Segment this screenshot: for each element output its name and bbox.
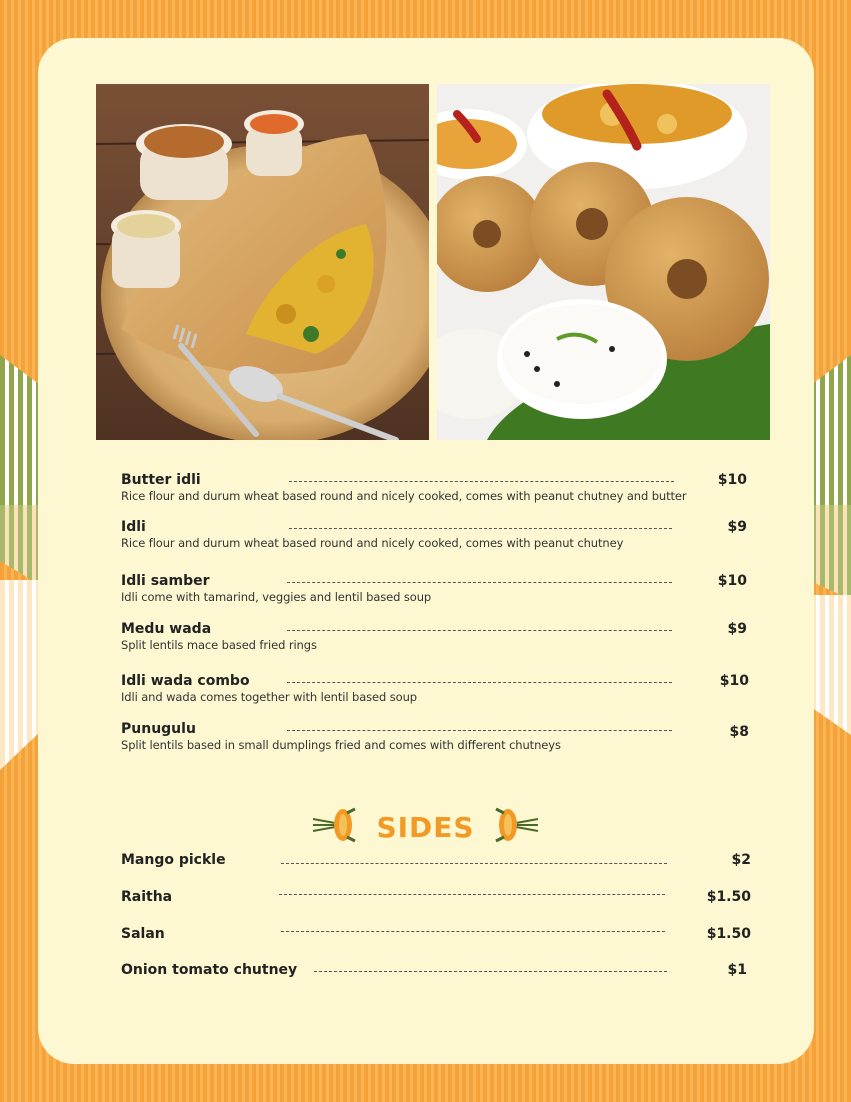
side-item-name: Onion tomato chutney xyxy=(121,962,298,978)
menu-item-description: Rice flour and durum wheat based round and nicely cooked, comes with peanut chutney and butter xyxy=(121,489,687,503)
dot-leader xyxy=(287,730,672,731)
side-item-price: $1 xyxy=(727,962,747,978)
right-stripe-band xyxy=(811,505,851,600)
side-item-name: Raitha xyxy=(121,889,173,905)
menu-item-price: $9 xyxy=(727,519,747,535)
sides-heading xyxy=(0,805,851,849)
side-item-price: $1.50 xyxy=(706,889,751,905)
dot-leader xyxy=(314,971,667,972)
menu-item-price: $10 xyxy=(717,573,747,589)
dot-leader xyxy=(289,481,674,482)
side-item-price: $1.50 xyxy=(706,926,751,942)
menu-item-name: Punugulu xyxy=(121,721,196,737)
dot-leader xyxy=(281,931,665,932)
dot-leader xyxy=(287,682,672,683)
left-stripe-band xyxy=(0,355,40,505)
dot-leader xyxy=(279,894,665,895)
sides-title: SIDES xyxy=(376,810,475,844)
dot-leader xyxy=(287,630,672,631)
side-item-name: Salan xyxy=(121,926,165,942)
dosa-photo xyxy=(96,84,429,440)
side-item-name: Mango pickle xyxy=(121,852,226,868)
left-stripe-band xyxy=(0,505,40,585)
idli-wada-photo xyxy=(437,84,770,440)
menu-item-name: Butter idli xyxy=(121,472,201,488)
menu-item-name: Idli samber xyxy=(121,573,210,589)
menu-item-name: Idli wada combo xyxy=(121,673,250,689)
dot-leader xyxy=(281,863,667,864)
menu-item-description: Split lentils mace based fried rings xyxy=(121,638,317,652)
side-item-price: $2 xyxy=(731,852,751,868)
menu-item-price: $9 xyxy=(727,621,747,637)
menu-item-name: Medu wada xyxy=(121,621,212,637)
menu-item-price: $10 xyxy=(719,673,749,689)
left-stripe-band xyxy=(0,580,40,770)
menu-item-description: Rice flour and durum wheat based round and nicely cooked, comes with peanut chutney xyxy=(121,536,624,550)
menu-item-price: $10 xyxy=(717,472,747,488)
dot-leader xyxy=(289,528,672,529)
right-stripe-band xyxy=(811,595,851,735)
menu-item-description: Idli come with tamarind, veggies and lentil based soup xyxy=(121,590,432,604)
right-stripe-band xyxy=(811,355,851,505)
dot-leader xyxy=(287,582,672,583)
menu-item-name: Idli xyxy=(121,519,146,535)
menu-item-description: Split lentils based in small dumplings fried and comes with different chutneys xyxy=(121,738,561,752)
chili-decoration-icon xyxy=(494,805,540,849)
chili-decoration-icon xyxy=(311,805,357,849)
menu-item-price: $8 xyxy=(729,724,749,740)
menu-item-description: Idli and wada comes together with lentil based soup xyxy=(121,690,417,704)
